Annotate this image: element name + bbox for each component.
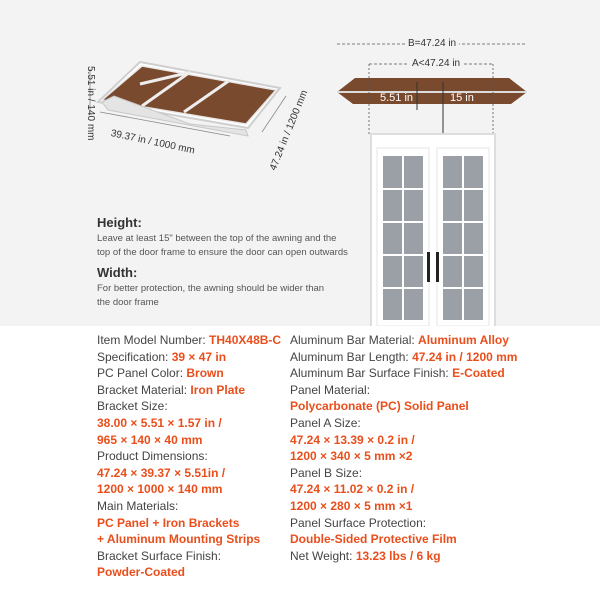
spec-line: + Aluminum Mounting Strips <box>97 532 261 547</box>
spec-line: Aluminum Bar Surface Finish: E-Coated <box>290 366 505 381</box>
spec-line: Bracket Material: Iron Plate <box>97 382 246 397</box>
spec-line: 47.24 × 13.39 × 0.2 in / <box>290 432 415 447</box>
spec-line: 1200 × 280 × 5 mm ×1 <box>290 498 413 513</box>
spec-line: 47.24 × 39.37 × 5.51in / <box>97 465 226 480</box>
width-note-text-1: For better protection, the awning should be wider than <box>97 283 325 294</box>
specifications-panel <box>0 326 600 600</box>
spec-line: Powder-Coated <box>97 565 186 580</box>
door-illustration <box>325 30 575 330</box>
spec-line: Aluminum Bar Length: 47.24 in / 1200 mm <box>290 349 518 364</box>
spec-line: Product Dimensions: <box>97 449 208 464</box>
gap-label: 5.51 in <box>380 92 414 104</box>
spec-line: Aluminum Bar Material: Aluminum Alloy <box>290 333 509 347</box>
spec-line: Specification: 39 × 47 in <box>97 349 227 364</box>
width-dimension-label: 39.37 in / 1000 mm <box>109 128 196 157</box>
spec-line: 47.24 × 11.02 × 0.2 in / <box>290 482 415 497</box>
spec-line: Panel Material: <box>290 382 371 397</box>
width-note-text-2: the door frame <box>97 297 159 308</box>
specs-left-column <box>97 332 287 581</box>
spec-line: Net Weight: 13.23 lbs / 6 kg <box>290 548 441 563</box>
spec-line: Item Model Number: TH40X48B-C <box>97 333 282 347</box>
spec-line: PC Panel Color: Brown <box>97 366 224 381</box>
height-dimension-label: 5.51 in / 140 mm <box>85 66 96 141</box>
b-width-label: B=47.24 in <box>405 38 459 49</box>
specs-right-column <box>290 332 590 564</box>
spec-line: Panel A Size: <box>290 415 361 430</box>
spec-line: Panel B Size: <box>290 465 363 480</box>
height-note-text-1: Leave at least 15" between the top of the awning and the <box>97 233 337 244</box>
spec-line: 38.00 × 5.51 × 1.57 in / <box>97 415 222 430</box>
height-note-title: Height: <box>97 215 142 230</box>
depth-dimension-label: 47.24 in / 1200 mm <box>268 88 311 173</box>
spec-line: Bracket Surface Finish: <box>97 548 222 563</box>
width-note-title: Width: <box>97 265 138 280</box>
spec-line: Bracket Size: <box>97 399 168 414</box>
a-width-label: A<47.24 in <box>409 58 463 69</box>
spec-line: PC Panel + Iron Brackets <box>97 515 240 530</box>
clearance-label: 15 in <box>450 92 474 104</box>
spec-line: 1200 × 1000 × 140 mm <box>97 482 223 497</box>
height-note-text-2: top of the door frame to ensure the door can open outwards <box>97 247 348 258</box>
spec-line: Polycarbonate (PC) Solid Panel <box>290 399 469 414</box>
spec-line: 965 × 140 × 40 mm <box>97 432 203 447</box>
spec-line: 1200 × 340 × 5 mm ×2 <box>290 449 413 464</box>
spec-line: Main Materials: <box>97 498 179 513</box>
spec-line: Double-Sided Protective Film <box>290 532 457 547</box>
spec-line: Panel Surface Protection: <box>290 515 427 530</box>
